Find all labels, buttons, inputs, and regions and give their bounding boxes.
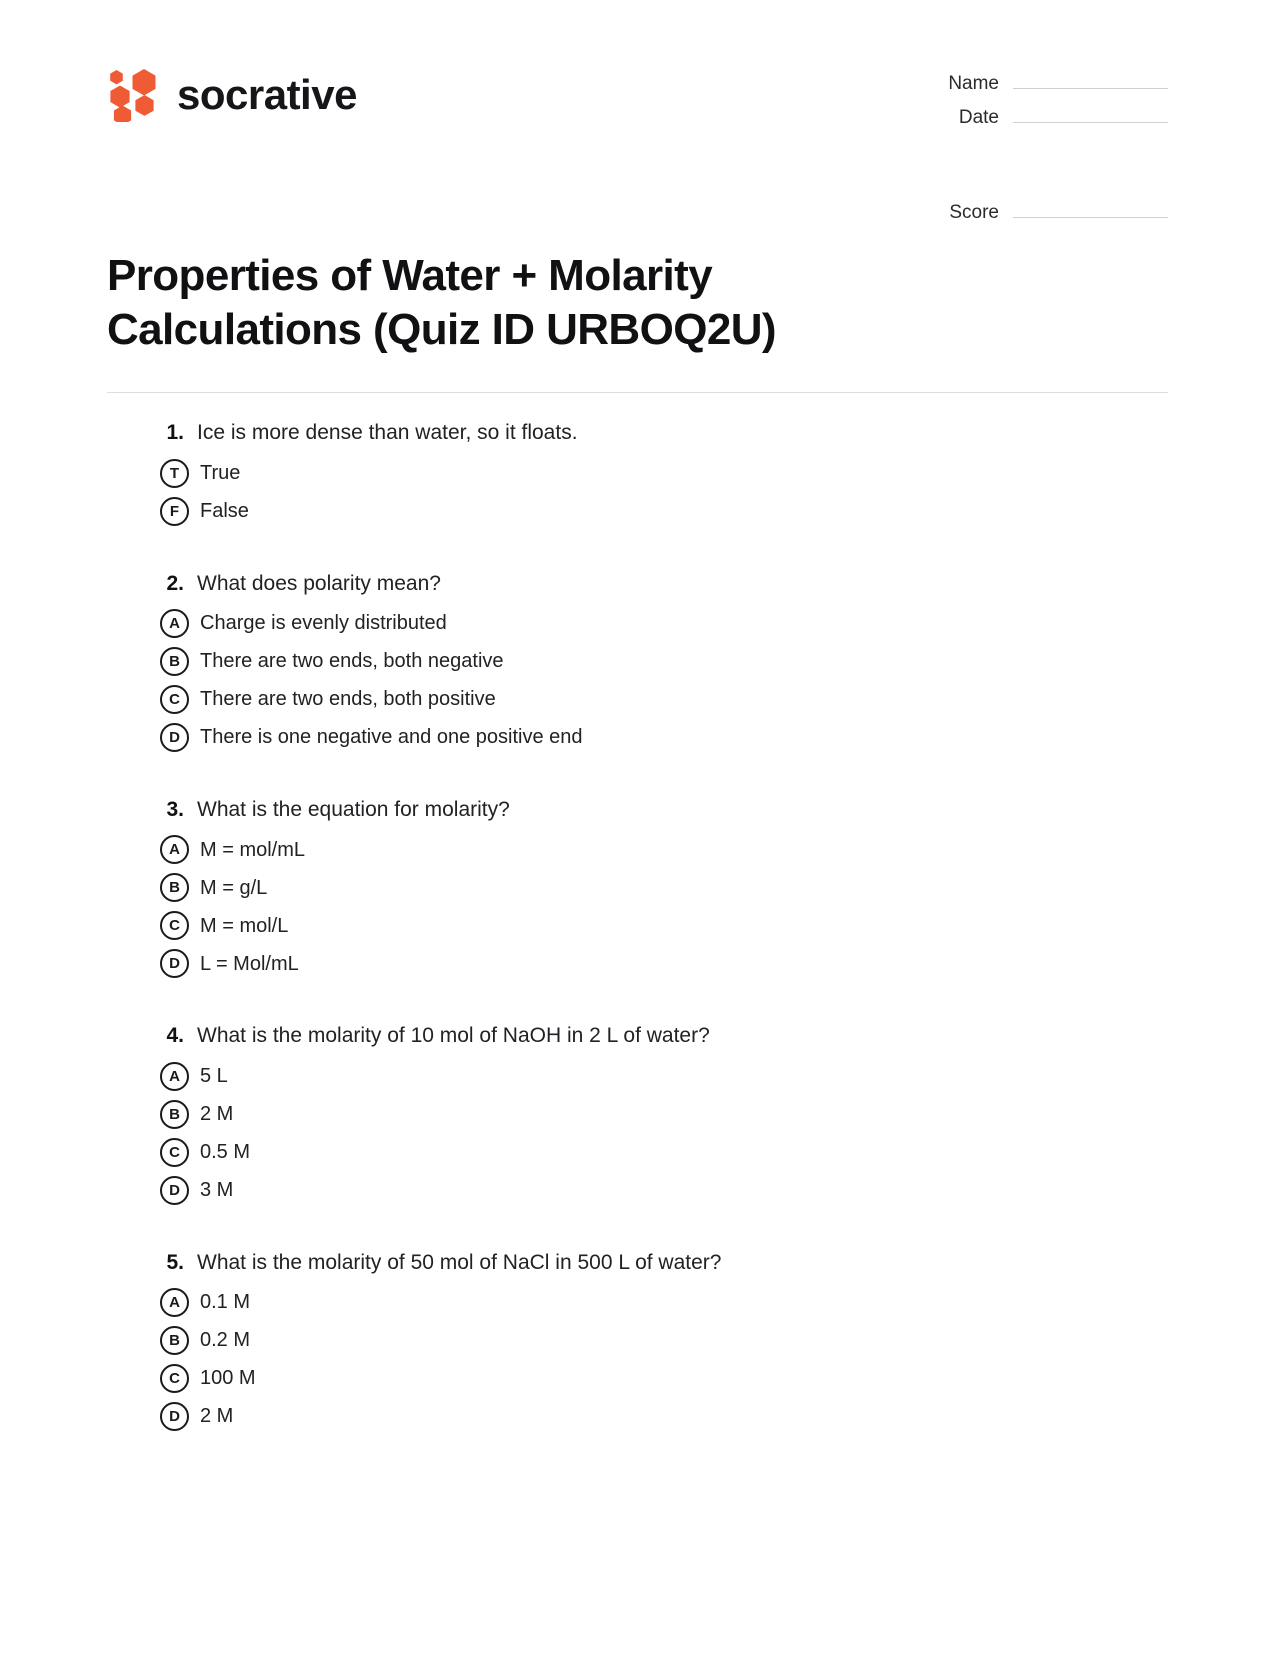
socrative-hexagon-logo-icon — [107, 68, 161, 122]
answer-bubble-a[interactable]: A — [160, 609, 189, 638]
answer-bubble-a[interactable]: A — [160, 1062, 189, 1091]
answer-option[interactable] — [107, 1288, 1168, 1317]
answer-option[interactable] — [107, 835, 1168, 864]
answer-bubble-a[interactable]: A — [160, 1288, 189, 1317]
question-header — [107, 419, 1168, 446]
answer-option[interactable] — [107, 723, 1168, 752]
brand-logo — [107, 62, 357, 122]
answer-option-label: M = g/L — [200, 876, 268, 899]
question-item — [107, 1022, 1168, 1204]
answer-option[interactable] — [107, 1100, 1168, 1129]
score-field-row — [920, 201, 1168, 224]
answer-option-label: M = mol/L — [200, 914, 289, 937]
answer-bubble-b[interactable]: B — [160, 873, 189, 902]
questions-list — [0, 393, 1275, 1430]
question-text: What is the equation for molarity? — [197, 797, 510, 821]
answer-options — [107, 609, 1168, 752]
answer-bubble-d[interactable]: D — [160, 1176, 189, 1205]
question-item — [107, 570, 1168, 752]
answer-option[interactable] — [107, 1176, 1168, 1205]
date-input-line[interactable] — [1013, 106, 1168, 123]
answer-option-label: There is one negative and one positive end — [200, 726, 583, 749]
page-header — [0, 0, 1275, 235]
question-item — [107, 796, 1168, 978]
name-label: Name — [948, 73, 999, 94]
answer-bubble-d[interactable]: D — [160, 1402, 189, 1431]
answer-bubble-b[interactable]: B — [160, 1326, 189, 1355]
answer-option-label: Charge is evenly distributed — [200, 612, 447, 635]
answer-bubble-c[interactable]: C — [160, 1364, 189, 1393]
answer-option-label: L = Mol/mL — [200, 952, 299, 975]
answer-option-label: There are two ends, both positive — [200, 688, 496, 711]
answer-option[interactable] — [107, 949, 1168, 978]
question-header — [107, 1249, 1168, 1276]
answer-options — [107, 1062, 1168, 1205]
answer-option[interactable] — [107, 1138, 1168, 1167]
question-number: 5. — [166, 1250, 184, 1274]
name-field-row — [920, 72, 1168, 95]
page-title: Properties of Water + Molarity Calculations (Quiz ID URBOQ2U) — [107, 251, 776, 354]
answer-bubble-a[interactable]: A — [160, 835, 189, 864]
answer-bubble-b[interactable]: B — [160, 1100, 189, 1129]
question-header — [107, 796, 1168, 823]
answer-bubble-f[interactable]: F — [160, 497, 189, 526]
answer-bubble-c[interactable]: C — [160, 1138, 189, 1167]
answer-option-label: 0.2 M — [200, 1329, 251, 1352]
answer-option-label: 5 L — [200, 1065, 228, 1088]
answer-option[interactable] — [107, 497, 1168, 526]
answer-bubble-t[interactable]: T — [160, 459, 189, 488]
score-label: Score — [949, 202, 999, 223]
answer-option[interactable] — [107, 647, 1168, 676]
answer-options — [107, 1288, 1168, 1431]
question-number: 2. — [166, 571, 184, 595]
question-header — [107, 570, 1168, 597]
answer-option-label: 0.1 M — [200, 1291, 251, 1314]
answer-option-label: 2 M — [200, 1405, 234, 1428]
answer-option-label: M = mol/mL — [200, 838, 306, 861]
answer-option[interactable] — [107, 911, 1168, 940]
date-field-row — [920, 106, 1168, 129]
answer-option-label: 0.5 M — [200, 1141, 251, 1164]
answer-option-label: 100 M — [200, 1367, 256, 1390]
answer-bubble-b[interactable]: B — [160, 647, 189, 676]
question-number: 1. — [166, 421, 184, 445]
answer-bubble-d[interactable]: D — [160, 949, 189, 978]
answer-option[interactable] — [107, 873, 1168, 902]
answer-bubble-c[interactable]: C — [160, 911, 189, 940]
question-text: Ice is more dense than water, so it floats. — [197, 421, 578, 445]
question-number: 4. — [166, 1024, 184, 1048]
answer-options — [107, 835, 1168, 978]
student-info-block — [920, 62, 1168, 235]
question-header — [107, 1022, 1168, 1049]
answer-options — [107, 459, 1168, 526]
answer-bubble-c[interactable]: C — [160, 685, 189, 714]
brand-name: socrative — [177, 71, 357, 118]
answer-bubble-d[interactable]: D — [160, 723, 189, 752]
score-input-line[interactable] — [1013, 201, 1168, 218]
answer-option-label: True — [200, 462, 241, 485]
answer-option[interactable] — [107, 1326, 1168, 1355]
title-section — [0, 235, 900, 356]
answer-option[interactable] — [107, 459, 1168, 488]
answer-option[interactable] — [107, 1402, 1168, 1431]
answer-option-label: 3 M — [200, 1179, 234, 1202]
answer-option-label: False — [200, 500, 249, 523]
date-label: Date — [958, 107, 999, 128]
answer-option-label: 2 M — [200, 1103, 234, 1126]
answer-option[interactable] — [107, 1364, 1168, 1393]
question-text: What is the molarity of 10 mol of NaOH in 2 L of water? — [197, 1024, 710, 1048]
answer-option[interactable] — [107, 685, 1168, 714]
question-text: What does polarity mean? — [197, 571, 441, 595]
answer-option[interactable] — [107, 1062, 1168, 1091]
answer-option[interactable] — [107, 609, 1168, 638]
name-input-line[interactable] — [1013, 72, 1168, 89]
question-number: 3. — [166, 797, 184, 821]
question-text: What is the molarity of 50 mol of NaCl in 500 L of water? — [197, 1250, 722, 1274]
answer-option-label: There are two ends, both negative — [200, 650, 504, 673]
question-item — [107, 1249, 1168, 1431]
question-item — [107, 419, 1168, 525]
